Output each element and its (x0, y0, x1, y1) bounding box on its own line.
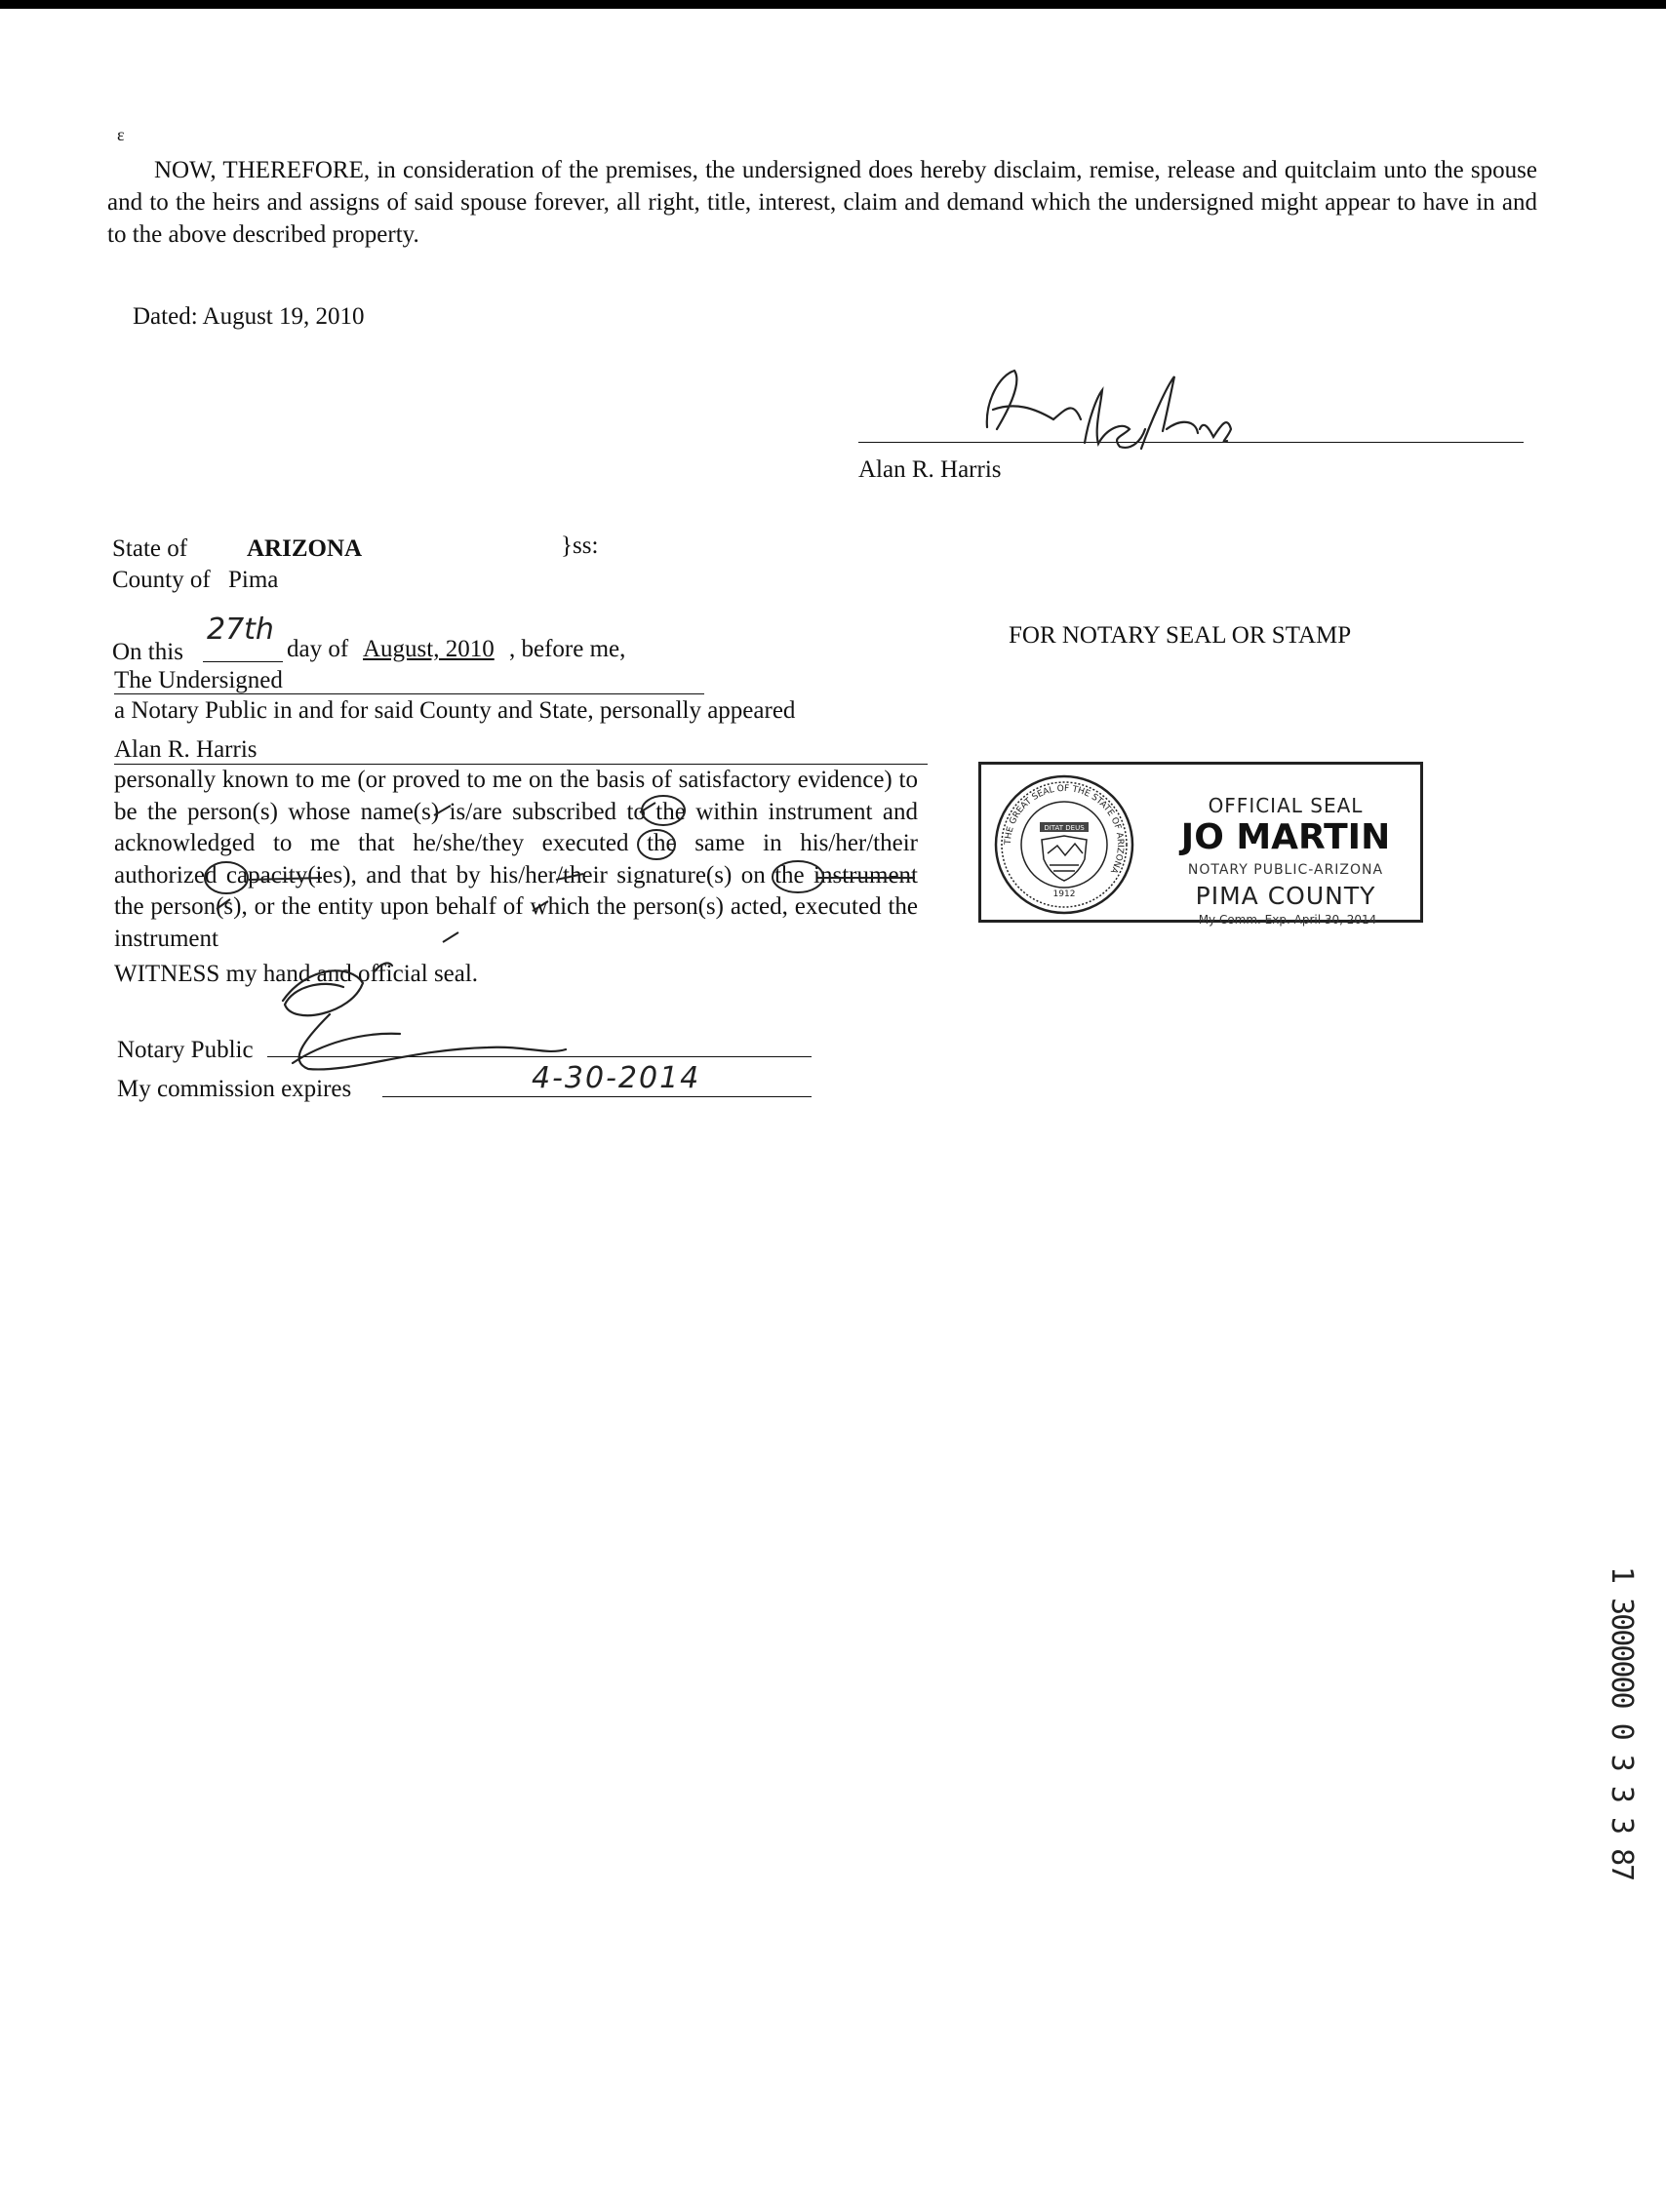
state-seal-ring-text: THE GREAT SEAL OF THE STATE OF ARIZONA (1003, 783, 1126, 875)
county-value: Pima (228, 567, 279, 593)
month-year: August, 2010 (363, 636, 495, 662)
grantor-signature-line (858, 442, 1524, 443)
commission-line (382, 1096, 812, 1097)
document-number-stamp: 1 3000000 0 3 3 3 87 (1605, 1566, 1639, 1880)
officer-name-line (114, 693, 704, 694)
stray-scan-mark: ε (117, 125, 125, 144)
seal-area-label: FOR NOTARY SEAL OR STAMP (1009, 622, 1352, 649)
officer-name: The Undersigned (114, 667, 283, 693)
on-this-label: On this (112, 639, 183, 665)
notary-signature-line (267, 1056, 812, 1057)
arizona-state-seal (991, 771, 1137, 918)
county-label: County of (112, 567, 211, 593)
commission-date-handwritten: 4-30-2014 (532, 1061, 701, 1095)
day-of-label: day of (287, 636, 349, 662)
state-label: State of (112, 535, 188, 562)
notary-public-line: a Notary Public in and for said County and State, personally appeared (114, 697, 796, 724)
state-value: ARIZONA (247, 535, 363, 562)
grantor-printed-name: Alan R. Harris (858, 456, 1002, 483)
appeared-name: Alan R. Harris (114, 736, 258, 763)
commission-label: My commission expires (117, 1076, 352, 1102)
day-blank-line (203, 661, 283, 662)
acknowledgment-body: personally known to me (or proved to me on the basis of satisfactory evidence) to be the person(s) whose name(s) is/are subscribed to the within instrument and acknowledged to me that he/she/they executed the same in his/her/their authorized capacity(ies), and that by his/her/their signature(s) on the instrument the person(s), or the entity upon behalf of which the person(s) acted, executed the instrument (114, 767, 918, 952)
witness-line: WITNESS my hand and official seal. (114, 961, 479, 987)
notary-stamp (978, 762, 1423, 927)
stamp-official-seal: OFFICIAL SEAL (1208, 794, 1364, 817)
state-seal-motto: DITAT DEUS (1044, 824, 1085, 832)
stamp-expiry: My Comm. Exp. April 30, 2014 (1198, 913, 1377, 927)
notary-public-label: Notary Public (117, 1037, 254, 1063)
state-seal-year: 1912 (1052, 889, 1076, 899)
stamp-notary-name: JO MARTIN (1180, 817, 1391, 857)
quitclaim-paragraph (107, 154, 1537, 251)
ss-label: }ss: (561, 533, 599, 559)
dated-line: Dated: August 19, 2010 (133, 303, 365, 330)
stamp-notary-title: NOTARY PUBLIC-ARIZONA (1187, 862, 1384, 878)
day-handwritten: 27th (207, 612, 274, 647)
stamp-county: PIMA COUNTY (1195, 882, 1376, 910)
before-me: , before me, (509, 636, 626, 662)
scan-top-border (0, 0, 1666, 9)
quitclaim-text: NOW, THEREFORE, in consideration of the premises, the undersigned does hereby disclaim, remise, release and quitclaim unto the spouse and to the heirs and assigns of said spouse forever, all right, title, interest, claim and demand which the undersigned might appear to have in and to the above described property. (107, 157, 1537, 248)
